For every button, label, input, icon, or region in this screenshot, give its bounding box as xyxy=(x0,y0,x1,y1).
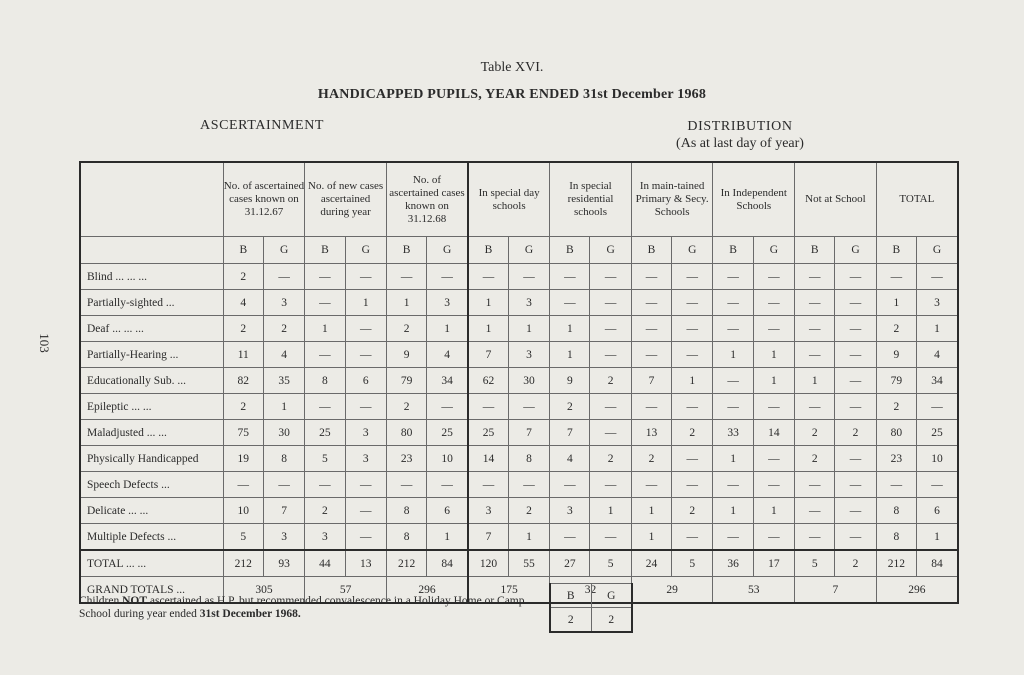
table-cell: 212 xyxy=(386,550,426,577)
table-cell: 34 xyxy=(427,368,468,394)
table-cell: 23 xyxy=(876,446,916,472)
table-cell: — xyxy=(590,420,631,446)
table-cell: 2 xyxy=(876,316,916,342)
table-cell: 27 xyxy=(550,550,590,577)
girls-header: G xyxy=(345,237,386,264)
table-cell: — xyxy=(835,524,876,551)
table-cell: — xyxy=(590,290,631,316)
table-cell: 1 xyxy=(917,524,959,551)
note-value-girls: 2 xyxy=(591,608,632,633)
table-cell: — xyxy=(345,342,386,368)
row-label: Epileptic ... ... xyxy=(80,394,223,420)
table-cell: 1 xyxy=(713,498,753,524)
table-cell: 30 xyxy=(263,420,304,446)
table-cell: 3 xyxy=(263,290,304,316)
table-cell: 1 xyxy=(550,316,590,342)
table-cell: 2 xyxy=(672,498,713,524)
table-row xyxy=(80,498,958,524)
table-cell: — xyxy=(795,316,835,342)
table-cell: 6 xyxy=(917,498,959,524)
table-cell: — xyxy=(713,524,753,551)
boys-header: B xyxy=(386,237,426,264)
table-caption: Table XVI. xyxy=(480,60,544,75)
row-label: Educationally Sub. ... xyxy=(80,368,223,394)
table-row xyxy=(80,290,958,316)
section-ascertainment: ASCERTAINMENT xyxy=(200,118,325,133)
table-cell: 8 xyxy=(386,524,426,551)
table-cell: — xyxy=(631,472,671,498)
handicapped-pupils-table xyxy=(79,161,959,604)
table-cell: — xyxy=(753,316,794,342)
table-cell: — xyxy=(672,446,713,472)
girls-header: G xyxy=(835,237,876,264)
table-cell: 25 xyxy=(427,420,468,446)
table-cell: 1 xyxy=(753,498,794,524)
table-cell: — xyxy=(753,524,794,551)
table-cell: — xyxy=(795,498,835,524)
table-cell: 6 xyxy=(345,368,386,394)
table-cell: — xyxy=(713,290,753,316)
table-cell: 13 xyxy=(631,420,671,446)
table-cell: — xyxy=(835,446,876,472)
table-cell: 30 xyxy=(508,368,549,394)
table-cell: 1 xyxy=(713,446,753,472)
girls-header: G xyxy=(427,237,468,264)
boys-header: B xyxy=(550,237,590,264)
table-cell: 2 xyxy=(835,420,876,446)
table-cell: — xyxy=(672,290,713,316)
table-cell: 7 xyxy=(263,498,304,524)
table-cell: — xyxy=(835,394,876,420)
table-cell: 1 xyxy=(795,368,835,394)
table-cell: 25 xyxy=(468,420,508,446)
table-cell: — xyxy=(508,472,549,498)
table-cell: 5 xyxy=(223,524,263,551)
table-cell: 1 xyxy=(672,368,713,394)
grand-total-cell: 57 xyxy=(305,577,387,604)
total-row xyxy=(80,550,958,577)
table-cell: — xyxy=(753,446,794,472)
table-cell: 2 xyxy=(508,498,549,524)
table-cell: 11 xyxy=(223,342,263,368)
table-cell: — xyxy=(631,394,671,420)
note-header-girls: G xyxy=(591,584,632,608)
table-cell: 1 xyxy=(917,316,959,342)
table-cell: — xyxy=(795,524,835,551)
table-cell: — xyxy=(713,472,753,498)
table-cell: — xyxy=(550,472,590,498)
table-cell: 10 xyxy=(427,446,468,472)
table-cell: 2 xyxy=(550,394,590,420)
section-distribution xyxy=(640,118,840,152)
boys-header: B xyxy=(713,237,753,264)
row-label: Deaf ... ... ... xyxy=(80,316,223,342)
table-cell: 5 xyxy=(672,550,713,577)
table-cell: 1 xyxy=(345,290,386,316)
row-label-subheader xyxy=(80,237,223,264)
grand-total-cell: 296 xyxy=(876,577,958,604)
table-row xyxy=(80,264,958,290)
table-cell: 2 xyxy=(305,498,345,524)
table-cell: — xyxy=(672,316,713,342)
table-cell: 2 xyxy=(223,264,263,290)
table-cell: — xyxy=(795,342,835,368)
table-cell: 1 xyxy=(386,290,426,316)
col-header-independent: In Independent Schools xyxy=(713,162,795,237)
table-cell: — xyxy=(345,264,386,290)
table-cell: — xyxy=(835,342,876,368)
table-cell: — xyxy=(468,264,508,290)
table-cell: — xyxy=(795,290,835,316)
distribution-subtitle: (As at last day of year) xyxy=(676,136,804,151)
girls-header: G xyxy=(672,237,713,264)
boys-header: B xyxy=(631,237,671,264)
table-cell: 3 xyxy=(263,524,304,551)
table-cell: — xyxy=(753,264,794,290)
col-header-known-1968: No. of ascertained cases known on 31.12.68 xyxy=(386,162,468,237)
table-cell: 8 xyxy=(508,446,549,472)
table-row xyxy=(80,394,958,420)
note-value-boys: 2 xyxy=(550,608,591,633)
table-cell: — xyxy=(223,472,263,498)
row-label: Multiple Defects ... xyxy=(80,524,223,551)
row-label: Physically Handicapped xyxy=(80,446,223,472)
table-cell: — xyxy=(753,472,794,498)
table-cell: — xyxy=(876,264,916,290)
table-cell: 8 xyxy=(876,498,916,524)
table-cell: 1 xyxy=(753,342,794,368)
table-cell: 36 xyxy=(713,550,753,577)
column-header-row xyxy=(80,162,958,237)
table-cell: 1 xyxy=(427,524,468,551)
table-row xyxy=(80,446,958,472)
table-cell: 3 xyxy=(468,498,508,524)
table-cell: 212 xyxy=(876,550,916,577)
table-cell: — xyxy=(631,290,671,316)
note-table xyxy=(549,583,633,633)
table-cell: — xyxy=(590,342,631,368)
table-cell: — xyxy=(590,524,631,551)
boys-header: B xyxy=(223,237,263,264)
table-cell: 1 xyxy=(590,498,631,524)
row-label: Delicate ... ... xyxy=(80,498,223,524)
row-label: TOTAL ... ... xyxy=(80,550,223,577)
table-cell: — xyxy=(917,472,959,498)
grand-total-cell: 296 xyxy=(386,577,468,604)
table-cell: — xyxy=(550,290,590,316)
table-cell: 2 xyxy=(795,446,835,472)
table-cell: 8 xyxy=(263,446,304,472)
table-cell: — xyxy=(835,290,876,316)
table-cell: 10 xyxy=(917,446,959,472)
table-cell: 5 xyxy=(305,446,345,472)
table-cell: 33 xyxy=(713,420,753,446)
boys-header: B xyxy=(468,237,508,264)
distribution-title: DISTRIBUTION xyxy=(687,119,793,134)
table-cell: — xyxy=(672,394,713,420)
table-cell: 1 xyxy=(468,316,508,342)
table-cell: — xyxy=(713,368,753,394)
table-cell: 17 xyxy=(753,550,794,577)
girls-header: G xyxy=(590,237,631,264)
row-label: Partially-sighted ... xyxy=(80,290,223,316)
table-cell: 44 xyxy=(305,550,345,577)
table-cell: 7 xyxy=(631,368,671,394)
table-cell: — xyxy=(672,472,713,498)
table-cell: — xyxy=(835,472,876,498)
table-row xyxy=(80,524,958,551)
table-cell: — xyxy=(672,342,713,368)
table-cell: 1 xyxy=(631,524,671,551)
boys-header: B xyxy=(795,237,835,264)
row-label: Maladjusted ... ... xyxy=(80,420,223,446)
table-cell: — xyxy=(795,394,835,420)
table-cell: — xyxy=(550,264,590,290)
boys-girls-header-row xyxy=(80,237,958,264)
table-row xyxy=(80,342,958,368)
table-cell: 24 xyxy=(631,550,671,577)
table-cell: — xyxy=(835,368,876,394)
grand-total-cell: 7 xyxy=(795,577,877,604)
table-cell: — xyxy=(305,472,345,498)
table-cell: — xyxy=(427,394,468,420)
table-cell: 2 xyxy=(263,316,304,342)
table-cell: 10 xyxy=(223,498,263,524)
table-cell: — xyxy=(427,472,468,498)
table-cell: 2 xyxy=(795,420,835,446)
table-cell: — xyxy=(345,524,386,551)
table-cell: 1 xyxy=(263,394,304,420)
table-cell: 7 xyxy=(508,420,549,446)
col-header-special-residential: In special residential schools xyxy=(550,162,632,237)
table-cell: 1 xyxy=(468,290,508,316)
table-cell: 8 xyxy=(386,498,426,524)
table-cell: 13 xyxy=(345,550,386,577)
table-cell: — xyxy=(263,472,304,498)
table-cell: — xyxy=(263,264,304,290)
table-cell: 19 xyxy=(223,446,263,472)
table-cell: — xyxy=(917,394,959,420)
table-cell: 2 xyxy=(835,550,876,577)
table-cell: — xyxy=(672,264,713,290)
table-cell: — xyxy=(672,524,713,551)
col-header-new-cases: No. of new cases ascertained during year xyxy=(305,162,387,237)
table-row xyxy=(80,420,958,446)
table-cell: 7 xyxy=(550,420,590,446)
table-cell: 84 xyxy=(427,550,468,577)
row-label: Speech Defects ... xyxy=(80,472,223,498)
table-cell: — xyxy=(345,472,386,498)
table-cell: — xyxy=(795,472,835,498)
table-cell: 3 xyxy=(305,524,345,551)
table-cell: 7 xyxy=(468,524,508,551)
row-label: Blind ... ... ... xyxy=(80,264,223,290)
table-cell: 35 xyxy=(263,368,304,394)
table-row xyxy=(80,316,958,342)
table-cell: 1 xyxy=(508,524,549,551)
table-cell: — xyxy=(305,342,345,368)
table-cell: 82 xyxy=(223,368,263,394)
table-cell: 80 xyxy=(386,420,426,446)
table-cell: — xyxy=(631,316,671,342)
table-cell: — xyxy=(550,524,590,551)
table-cell: 84 xyxy=(917,550,959,577)
table-cell: 3 xyxy=(917,290,959,316)
table-cell: 3 xyxy=(427,290,468,316)
note-header-boys: B xyxy=(550,584,591,608)
col-header-total: TOTAL xyxy=(876,162,958,237)
table-cell: — xyxy=(508,264,549,290)
table-cell: 8 xyxy=(876,524,916,551)
col-header-special-day: In special day schools xyxy=(468,162,550,237)
table-cell: 1 xyxy=(876,290,916,316)
table-cell: 62 xyxy=(468,368,508,394)
table-cell: — xyxy=(386,264,426,290)
table-cell: 5 xyxy=(795,550,835,577)
table-cell: 3 xyxy=(345,446,386,472)
table-cell: 1 xyxy=(508,316,549,342)
table-cell: — xyxy=(305,264,345,290)
table-cell: 25 xyxy=(305,420,345,446)
table-cell: 2 xyxy=(223,394,263,420)
row-label: Partially-Hearing ... xyxy=(80,342,223,368)
table-cell: 3 xyxy=(550,498,590,524)
table-cell: — xyxy=(835,316,876,342)
table-cell: 14 xyxy=(753,420,794,446)
table-cell: 14 xyxy=(468,446,508,472)
table-cell: — xyxy=(753,394,794,420)
table-cell: 9 xyxy=(876,342,916,368)
table-cell: 9 xyxy=(386,342,426,368)
table-cell: 2 xyxy=(672,420,713,446)
col-header-maintained: In main-tained Primary & Secy. Schools xyxy=(631,162,713,237)
table-cell: 34 xyxy=(917,368,959,394)
table-cell: — xyxy=(468,394,508,420)
col-header-not-at-school: Not at School xyxy=(795,162,877,237)
table-cell: 6 xyxy=(427,498,468,524)
table-cell: — xyxy=(835,264,876,290)
table-cell: 1 xyxy=(753,368,794,394)
row-label: GRAND TOTALS ... xyxy=(80,577,223,604)
table-cell: 8 xyxy=(305,368,345,394)
table-cell: 79 xyxy=(386,368,426,394)
table-row xyxy=(80,472,958,498)
table-cell: 4 xyxy=(263,342,304,368)
table-cell: — xyxy=(590,264,631,290)
table-cell: — xyxy=(795,264,835,290)
table-cell: 2 xyxy=(590,446,631,472)
table-cell: — xyxy=(590,316,631,342)
table-cell: 4 xyxy=(427,342,468,368)
table-cell: 9 xyxy=(550,368,590,394)
note-text: Children NOT ascertained as H.P. but recommended convalescence in a Holiday Home or Camp School during year ended 31st December 1968. xyxy=(79,595,525,620)
table-cell: — xyxy=(427,264,468,290)
table-cell: 2 xyxy=(386,316,426,342)
table-cell: 2 xyxy=(876,394,916,420)
table-cell: — xyxy=(917,264,959,290)
table-cell: — xyxy=(713,394,753,420)
boys-header: B xyxy=(305,237,345,264)
table-cell: 120 xyxy=(468,550,508,577)
grand-total-cell: 305 xyxy=(223,577,305,604)
table-cell: — xyxy=(713,316,753,342)
table-cell: — xyxy=(590,472,631,498)
row-label-header xyxy=(80,162,223,237)
table-cell: — xyxy=(631,342,671,368)
table-cell: — xyxy=(305,394,345,420)
table-cell: 75 xyxy=(223,420,263,446)
girls-header: G xyxy=(917,237,959,264)
table-cell: 1 xyxy=(713,342,753,368)
table-cell: 1 xyxy=(631,498,671,524)
table-cell: 4 xyxy=(550,446,590,472)
grand-total-cell: 175 xyxy=(468,577,550,604)
grand-total-cell: 29 xyxy=(631,577,713,604)
table-cell: 1 xyxy=(305,316,345,342)
table-cell: 2 xyxy=(223,316,263,342)
table-cell: — xyxy=(835,498,876,524)
page-number: 103 xyxy=(36,333,52,353)
table-cell: 2 xyxy=(386,394,426,420)
table-cell: 80 xyxy=(876,420,916,446)
table-cell: 3 xyxy=(508,290,549,316)
table-cell: — xyxy=(468,472,508,498)
table-cell: 1 xyxy=(427,316,468,342)
table-cell: 23 xyxy=(386,446,426,472)
table-cell: — xyxy=(753,290,794,316)
table-cell: — xyxy=(305,290,345,316)
table-cell: — xyxy=(345,498,386,524)
table-cell: 2 xyxy=(631,446,671,472)
table-cell: 3 xyxy=(345,420,386,446)
table-cell: 212 xyxy=(223,550,263,577)
grand-total-cell: 53 xyxy=(713,577,795,604)
table-cell: 4 xyxy=(917,342,959,368)
table-cell: 3 xyxy=(508,342,549,368)
table-cell: — xyxy=(345,316,386,342)
table-cell: — xyxy=(876,472,916,498)
table-cell: 25 xyxy=(917,420,959,446)
girls-header: G xyxy=(753,237,794,264)
table-title: HANDICAPPED PUPILS, YEAR ENDED 31st December 1968 xyxy=(317,87,707,102)
table-cell: 79 xyxy=(876,368,916,394)
table-cell: — xyxy=(345,394,386,420)
col-header-known-1967: No. of ascertained cases known on 31.12.67 xyxy=(223,162,305,237)
table-cell: — xyxy=(508,394,549,420)
girls-header: G xyxy=(508,237,549,264)
table-cell: 7 xyxy=(468,342,508,368)
table-cell: — xyxy=(631,264,671,290)
boys-header: B xyxy=(876,237,916,264)
table-cell: 55 xyxy=(508,550,549,577)
table-cell: — xyxy=(590,394,631,420)
grand-total-cell: 32 xyxy=(550,577,632,604)
table-cell: — xyxy=(713,264,753,290)
table-cell: 5 xyxy=(590,550,631,577)
table-cell: 1 xyxy=(550,342,590,368)
table-cell: — xyxy=(386,472,426,498)
table-row xyxy=(80,368,958,394)
girls-header: G xyxy=(263,237,304,264)
table-cell: 93 xyxy=(263,550,304,577)
table-cell: 2 xyxy=(590,368,631,394)
table-cell: 4 xyxy=(223,290,263,316)
